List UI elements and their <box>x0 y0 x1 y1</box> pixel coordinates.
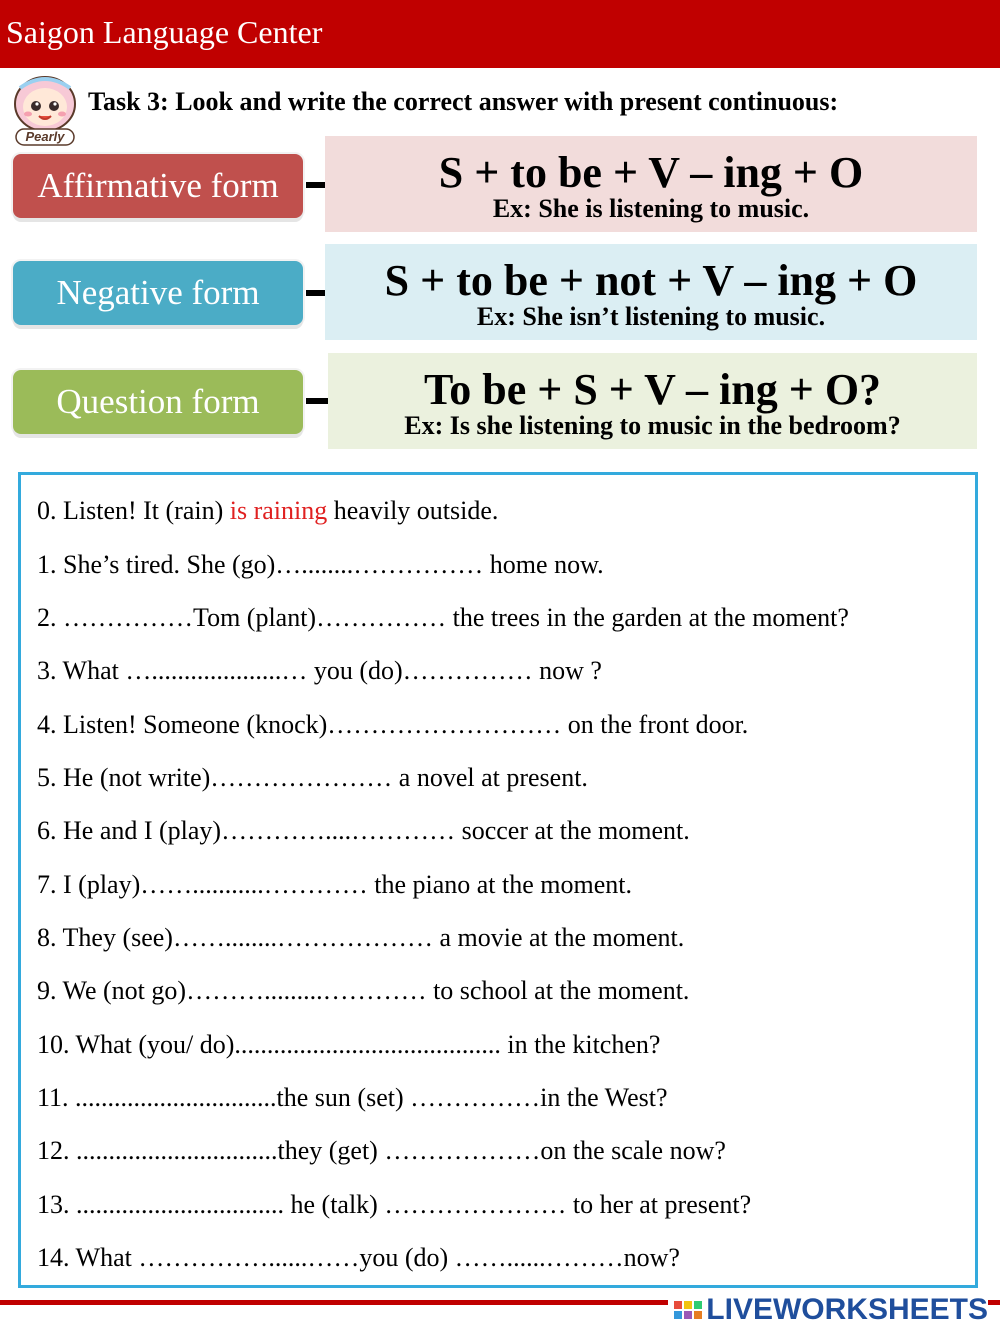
exercise-item[interactable]: 11. ...............................the sun (set) ……………in the West? <box>37 1083 668 1112</box>
negative-form-label: Negative form <box>13 261 303 325</box>
example-rest: heavily outside. <box>327 496 499 525</box>
affirmative-example: Ex: She is listening to music. <box>492 194 810 223</box>
exercise-item[interactable]: 8. They (see)……........……………… a movie at the moment. <box>37 923 685 952</box>
exercise-example <box>37 495 498 527</box>
exercise-item[interactable]: 2. ……………Tom (plant)…………… the trees in the garden at the moment? <box>37 603 849 632</box>
header-title: Saigon Language Center <box>6 14 323 50</box>
exercise-item[interactable]: 4. Listen! Someone (knock)……………………… on the front door. <box>37 710 749 739</box>
mascot-label: Pearly <box>25 129 65 144</box>
affirmative-formula: S + to be + V – ing + O <box>438 148 864 197</box>
exercise-item[interactable]: 6. He and I (play)…………....………… soccer at the moment. <box>37 816 690 845</box>
question-example: Ex: Is she listening to music in the bedroom? <box>404 411 901 440</box>
exercise-box <box>18 472 978 1288</box>
exercise-item[interactable]: 9. We (not go)……….........………… to school at the moment. <box>37 976 690 1005</box>
negative-formula: S + to be + not + V – ing + O <box>384 256 918 305</box>
exercise-item[interactable]: 5. He (not write)………………… a novel at present. <box>37 763 588 792</box>
exercise-item[interactable]: 12. ...............................they (get) ………………on the scale now? <box>37 1136 726 1165</box>
liveworksheets-logo <box>668 1290 988 1330</box>
liveworksheets-brand: LIVEWORKSHEETS <box>706 1293 988 1326</box>
negative-example: Ex: She isn’t listening to music. <box>476 302 826 331</box>
example-answer: is raining <box>229 496 328 525</box>
exercise-item[interactable]: 7. I (play)……...........………… the piano at the moment. <box>37 870 633 899</box>
question-formula: To be + S + V – ing + O? <box>423 365 882 414</box>
affirmative-formula-box <box>325 136 977 232</box>
question-form-label: Question form <box>13 370 303 434</box>
affirmative-form-label: Affirmative form <box>13 154 303 218</box>
exercise-item[interactable]: 1. She’s tired. She (go)…........…………… home now. <box>37 550 604 579</box>
dash <box>306 398 328 404</box>
example-prompt: 0. Listen! It (rain) <box>37 496 230 525</box>
exercise-item[interactable]: 3. What …....................… you (do)…………… now ? <box>37 656 602 685</box>
exercise-item[interactable]: 13. ................................ he (talk) ………………… to her at present? <box>37 1190 752 1219</box>
liveworksheets-blocks-icon <box>674 1301 702 1319</box>
task-title: Task 3: Look and write the correct answer with present continuous: <box>88 87 839 116</box>
exercise-item[interactable]: 10. What (you/ do)......................................... in the kitchen? <box>37 1030 661 1059</box>
exercise-item[interactable]: 14. What ……………......……you (do) ……......………now? <box>37 1243 680 1272</box>
negative-formula-box <box>325 244 977 340</box>
question-formula-box <box>328 353 977 449</box>
